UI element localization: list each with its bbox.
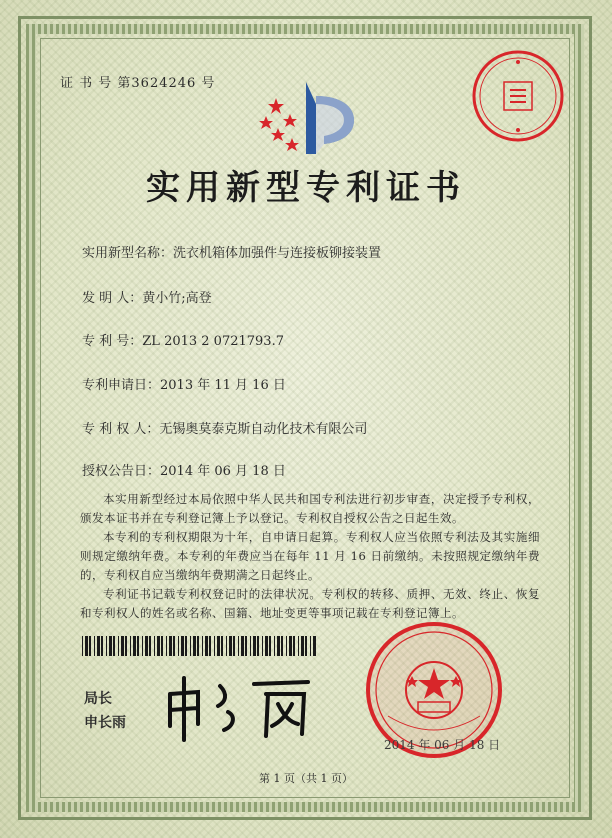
barcode-bar [142,636,143,656]
barcode-bar [193,636,196,656]
barcode-bar [133,636,136,656]
barcode-bar [277,636,280,656]
director-name: 申长雨 [84,715,126,731]
barcode-bar [137,636,139,656]
barcode-bar [101,636,103,656]
field-label: 授权公告日： [82,464,161,479]
barcode-bar [286,636,287,656]
body-paragraph: 专利证书记载专利权登记时的法律状况。专利权的转移、质押、无效、终止、恢复和专利权人的姓名或名称、国籍、地址变更等事项记载在专利登记簿上。 [80,587,540,620]
barcode-bar [106,636,107,656]
field-application-date [82,374,286,393]
body-paragraph: 本实用新型经过本局依照中华人民共和国专利法进行初步审查，决定授予专利权，颁发本证书并在专利登记簿上予以登记。专利权自授权公告之日起生效。 [80,492,540,525]
certificate-title: 实用新型专利证书 [146,168,466,208]
barcode-bar [226,636,227,656]
barcode-bar [94,636,95,656]
barcode-bar [221,636,223,656]
director-signature-icon [158,664,328,744]
field-grant-date [82,460,286,479]
body-paragraph: 本专利的专利权期限为十年，自申请日起算。专利权人应当依照专利法及其实施细则规定缴纳年费。本专利的年费应当在每年 11 月 16 日前缴纳。未按照规定缴纳年费的，专利权自应当缴纳年费期满之日起终止。 [80,530,540,582]
barcode-bar [310,636,311,656]
barcode-bar [281,636,283,656]
barcode-bar [169,636,172,656]
barcode-bar [190,636,191,656]
seal-date: 2014 年 06 月 18 日 [384,738,501,752]
barcode-bar [298,636,299,656]
barcode-bar [89,636,91,656]
director-title: 局长 [84,691,112,707]
barcode-bar [145,636,148,656]
barcode-bar [262,636,263,656]
barcode-bar [238,636,239,656]
field-label: 专 利 权 人： [82,422,160,437]
field-value: 2013 年 11 月 16 日 [160,378,286,393]
barcode-bar [214,636,215,656]
field-inventors [82,287,212,306]
barcode-bar [109,636,112,656]
barcode-bar [185,636,187,656]
barcode-bar [289,636,292,656]
barcode-bar [265,636,268,656]
barcode-bar [161,636,163,656]
field-value: ZL 2013 2 0721793.7 [142,334,284,349]
barcode-bar [233,636,235,656]
barcode-bar [178,636,179,656]
field-utility-model-name [82,242,381,261]
certificate-body-text [80,490,540,623]
barcode-bar [149,636,151,656]
barcode-bar [82,636,83,656]
field-value: 洗衣机箱体加强件与连接板铆接装置 [173,246,382,261]
barcode-bar [118,636,119,656]
barcode-bar [181,636,184,656]
barcode-bar [217,636,220,656]
barcode-bar [125,636,127,656]
barcode-bar [173,636,175,656]
barcode-bar [202,636,203,656]
field-patentee [82,418,367,437]
barcode-bar [85,636,88,656]
field-value: 无锡奥莫泰克斯自动化技术有限公司 [159,422,368,437]
barcode-bar [253,636,256,656]
barcode-bar [157,636,160,656]
barcode-bar [113,636,115,656]
barcode-bar [293,636,295,656]
page-number: 第 1 页（共 1 页） [259,772,353,785]
barcode-bar [205,636,208,656]
barcode-bar [250,636,251,656]
barcode-bar [274,636,275,656]
barcode-bar [121,636,124,656]
barcode-bar [241,636,244,656]
certificate-number: 证 书 号 第3624246 号 [60,76,216,91]
field-value: 黄小竹;高登 [142,291,212,306]
barcode-bar [269,636,271,656]
barcode-bar [229,636,232,656]
field-label: 实用新型名称： [82,246,174,261]
barcode-icon [82,636,318,656]
barcode-bar [301,636,304,656]
field-label: 专利申请日： [82,378,161,393]
field-label: 发 明 人： [82,291,143,306]
field-label: 专 利 号： [82,334,143,349]
barcode-bar [97,636,100,656]
barcode-bar [154,636,155,656]
barcode-bar [209,636,211,656]
barcode-bar [245,636,247,656]
barcode-bar [305,636,307,656]
barcode-bar [197,636,199,656]
patent-office-emblem-icon [258,74,368,158]
agency-stamp-icon [470,48,566,144]
field-value: 2014 年 06 月 18 日 [160,464,286,479]
barcode-bar [166,636,167,656]
barcode-bar [313,636,316,656]
barcode-bar [130,636,131,656]
barcode-bar [257,636,259,656]
field-patent-number [82,330,284,349]
